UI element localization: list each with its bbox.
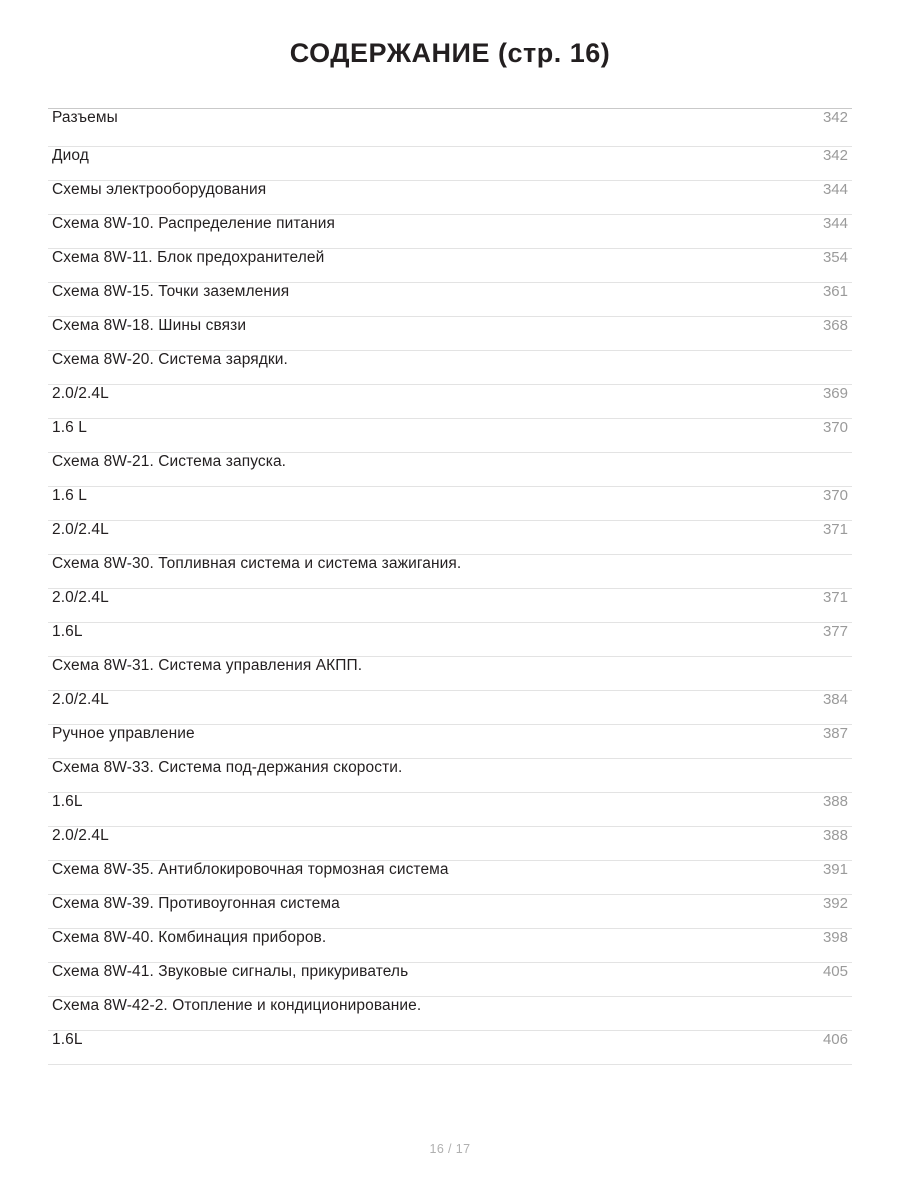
toc-entry-page-number: 371 [822,521,848,538]
toc-entry-page-number: 344 [822,215,848,232]
toc-entry[interactable] [48,725,852,759]
toc-entry[interactable] [48,861,852,895]
toc-entry-label: 2.0/2.4L [52,589,109,606]
toc-entry[interactable] [48,317,852,351]
toc-entry-page-number: 391 [822,861,848,878]
toc-entry[interactable] [48,419,852,453]
toc-entry[interactable] [48,555,852,589]
toc-entry-page-number: 354 [822,249,848,266]
toc-entry-label: 1.6L [52,1031,83,1048]
toc-entry-label: Схема 8W-40. Комбинация приборов. [52,929,327,946]
page-footer: 16 / 17 [429,1142,471,1156]
toc-entry[interactable] [48,691,852,725]
toc-entry-page-number: 342 [822,109,848,126]
toc-entry[interactable] [48,487,852,521]
toc-entry-page-number: 370 [822,487,848,504]
toc-entry-page-number: 371 [822,589,848,606]
toc-entry-label: Схема 8W-20. Система зарядки. [52,351,288,368]
toc-entry-label: Схема 8W-10. Распределение питания [52,215,336,232]
toc-entry-label: Схема 8W-39. Противоугонная система [52,895,340,912]
toc-entry-label: Схема 8W-11. Блок предохранителей [52,249,325,266]
toc-entry-page-number: 344 [822,181,848,198]
toc-entry-label: Диод [52,147,89,164]
toc-entry-label: 2.0/2.4L [52,521,109,538]
toc-entry-page-number: 369 [822,385,848,402]
toc-entry[interactable] [48,351,852,385]
toc-entry-label: Схемы электрооборудования [52,181,267,198]
toc-entry[interactable] [48,657,852,691]
toc-entry[interactable] [48,453,852,487]
toc-entry[interactable] [48,385,852,419]
toc-entry[interactable] [48,181,852,215]
toc-entry[interactable] [48,521,852,555]
toc-entry[interactable] [48,759,852,793]
toc-entry-page-number: 368 [822,317,848,334]
toc-entry-label: Схема 8W-41. Звуковые сигналы, прикуриватель [52,963,409,980]
toc-entry[interactable] [48,997,852,1031]
table-of-contents [48,109,852,1065]
toc-entry[interactable] [48,589,852,623]
toc-entry-label: 2.0/2.4L [52,691,109,708]
toc-entry-label: 2.0/2.4L [52,827,109,844]
toc-entry[interactable] [48,249,852,283]
toc-entry[interactable] [48,1031,852,1065]
toc-entry-label: Схема 8W-33. Система под-держания скорости. [52,759,403,776]
toc-entry-page-number: 406 [822,1031,848,1048]
toc-entry-label: Схема 8W-35. Антиблокировочная тормозная система [52,861,449,878]
toc-entry[interactable] [48,895,852,929]
toc-entry-page-number: 361 [822,283,848,300]
toc-entry-label: Схема 8W-15. Точки заземления [52,283,290,300]
toc-entry-label: 1.6 L [52,487,87,504]
toc-entry-page-number: 377 [822,623,848,640]
toc-entry-label: 1.6L [52,793,83,810]
toc-entry[interactable] [48,793,852,827]
toc-entry-page-number: 387 [822,725,848,742]
toc-entry-page-number: 392 [822,895,848,912]
toc-entry-label: Схема 8W-18. Шины связи [52,317,247,334]
toc-entry-label: Схема 8W-21. Система запуска. [52,453,287,470]
toc-entry-label: Схема 8W-42-2. Отопление и кондиционирование. [52,997,422,1014]
toc-entry-page-number: 405 [822,963,848,980]
toc-entry[interactable] [48,963,852,997]
toc-entry-page-number: 388 [822,827,848,844]
toc-entry[interactable] [48,623,852,657]
toc-entry-label: Разъемы [52,109,118,126]
toc-entry[interactable] [48,283,852,317]
page-title: СОДЕРЖАНИЕ (стр. 16) [289,38,611,68]
toc-entry-label: Ручное управление [52,725,195,742]
toc-entry-label: 1.6 L [52,419,87,436]
toc-entry[interactable] [48,215,852,249]
toc-entry-page-number: 370 [822,419,848,436]
toc-entry[interactable] [48,929,852,963]
toc-entry-label: 2.0/2.4L [52,385,109,402]
toc-entry-label: Схема 8W-30. Топливная система и система зажигания. [52,555,462,572]
toc-entry-page-number: 384 [822,691,848,708]
toc-entry-page-number: 342 [822,147,848,164]
toc-entry-label: Схема 8W-31. Система управления АКПП. [52,657,363,674]
toc-entry-label: 1.6L [52,623,83,640]
toc-entry-page-number: 398 [822,929,848,946]
toc-entry-page-number: 388 [822,793,848,810]
toc-entry[interactable] [48,147,852,181]
toc-entry[interactable] [48,109,852,147]
toc-entry[interactable] [48,827,852,861]
